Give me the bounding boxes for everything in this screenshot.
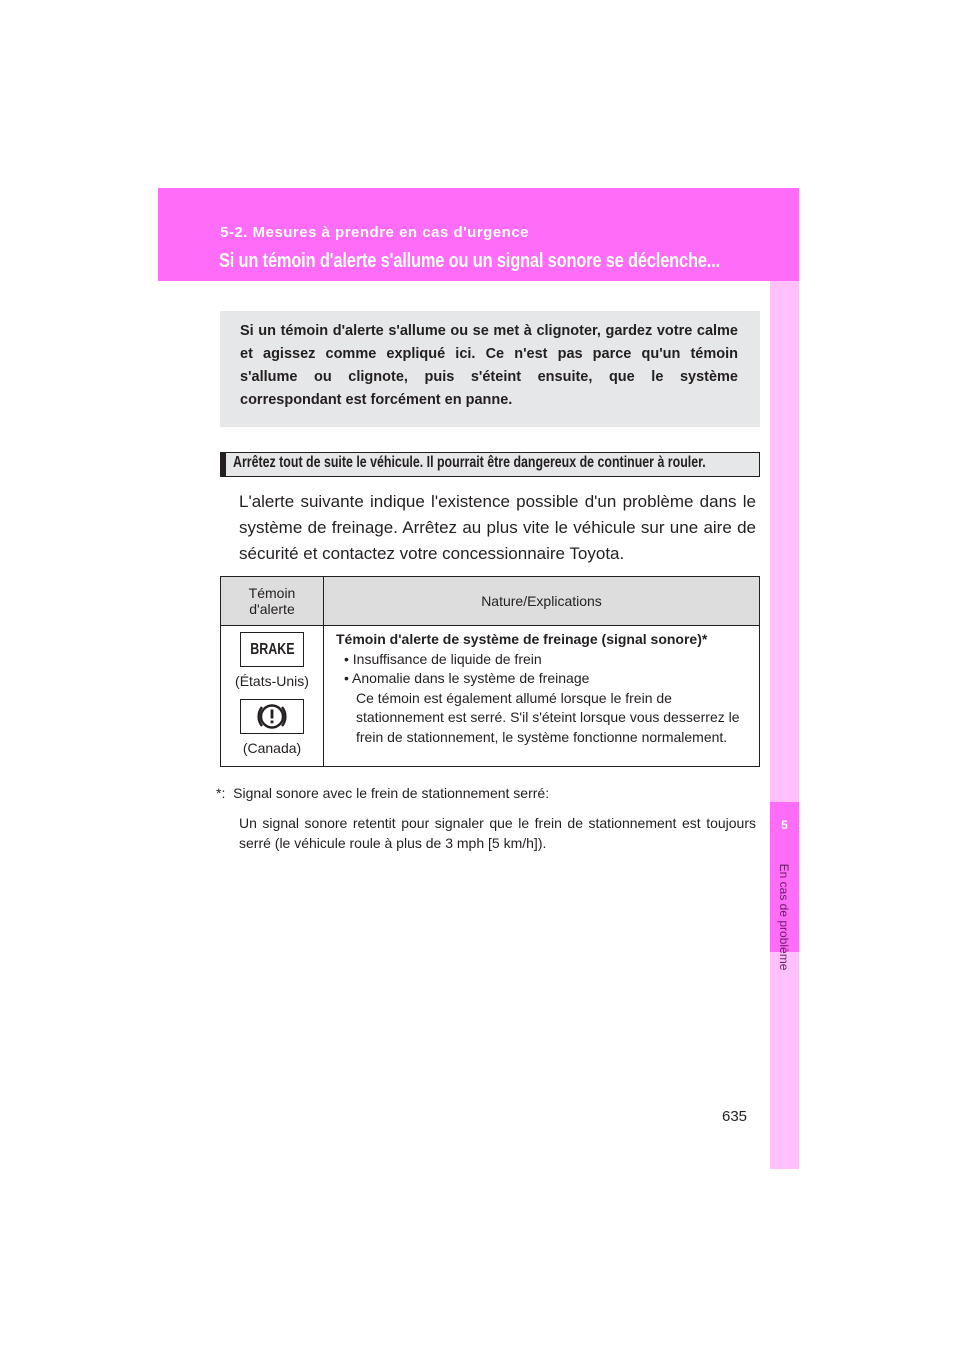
- header-nature-explanations: Nature/Explications: [324, 577, 760, 626]
- footnote-label: Signal sonore avec le frein de stationnement serré:: [233, 785, 550, 801]
- body-paragraph: L'alerte suivante indique l'existence possible d'un problème dans le système de freinage. Arrêtez au plus vite le véhicule sur une aire de sécurité et contactez votre concessionnaire Toyota.: [239, 492, 756, 563]
- region-label-us: (États-Unis): [235, 673, 309, 689]
- section-label: 5-2. Mesures à prendre en cas d'urgence: [220, 224, 530, 241]
- description-list: [336, 650, 753, 689]
- icon-cell: [221, 626, 324, 767]
- brake-warning-exclamation-icon: [240, 699, 304, 734]
- warning-text: Arrêtez tout de suite le véhicule. Il pourrait être dangereux de continuer à rouler.: [233, 454, 706, 471]
- description-title: Témoin d'alerte de système de freinage (signal sonore)*: [336, 631, 708, 647]
- list-item: • Insuffisance de liquide de frein: [344, 650, 753, 670]
- footnote-marker: *:: [216, 785, 226, 801]
- description-cell: [324, 626, 760, 767]
- chapter-label: En cas de problème: [777, 863, 791, 971]
- page-number: 635: [722, 1108, 748, 1125]
- chapter-number: 5: [781, 818, 788, 832]
- page-title: Si un témoin d'alerte s'allume ou un signal sonore se déclenche...: [219, 250, 720, 272]
- brake-text-icon: [240, 632, 304, 667]
- table-header-row: [221, 577, 760, 626]
- warning-bar-accent: [220, 452, 226, 477]
- intro-text: Si un témoin d'alerte s'allume ou se met à clignoter, gardez votre calme et agissez comme expliqué ici. Ce n'est pas parce qu'un témoin s'allume ou clignote, puis s'éteint ensuite, que le système correspondant est forcément en panne.: [240, 323, 738, 408]
- brake-icon-text: BRAKE: [249, 641, 295, 658]
- footnote-heading: [216, 785, 549, 801]
- list-item: • Anomalie dans le système de freinage: [344, 669, 753, 689]
- description-note: Ce témoin est également allumé lorsque le frein de stationnement est serré. S'il s'éteint lorsque vous desserrez le frein de stationnement, le système fonctionne normalement.: [356, 689, 740, 745]
- header-warning-light: Témoin d'alerte: [221, 577, 324, 626]
- table-row: [221, 626, 760, 767]
- warning-light-table: [220, 576, 760, 767]
- side-tab-strip: [770, 281, 799, 1169]
- footnote-text: Un signal sonore retentit pour signaler que le frein de stationnement est toujours serré (le véhicule roule à plus de 3 mph [5 km/h]).: [239, 815, 756, 851]
- region-label-canada: (Canada): [242, 740, 302, 756]
